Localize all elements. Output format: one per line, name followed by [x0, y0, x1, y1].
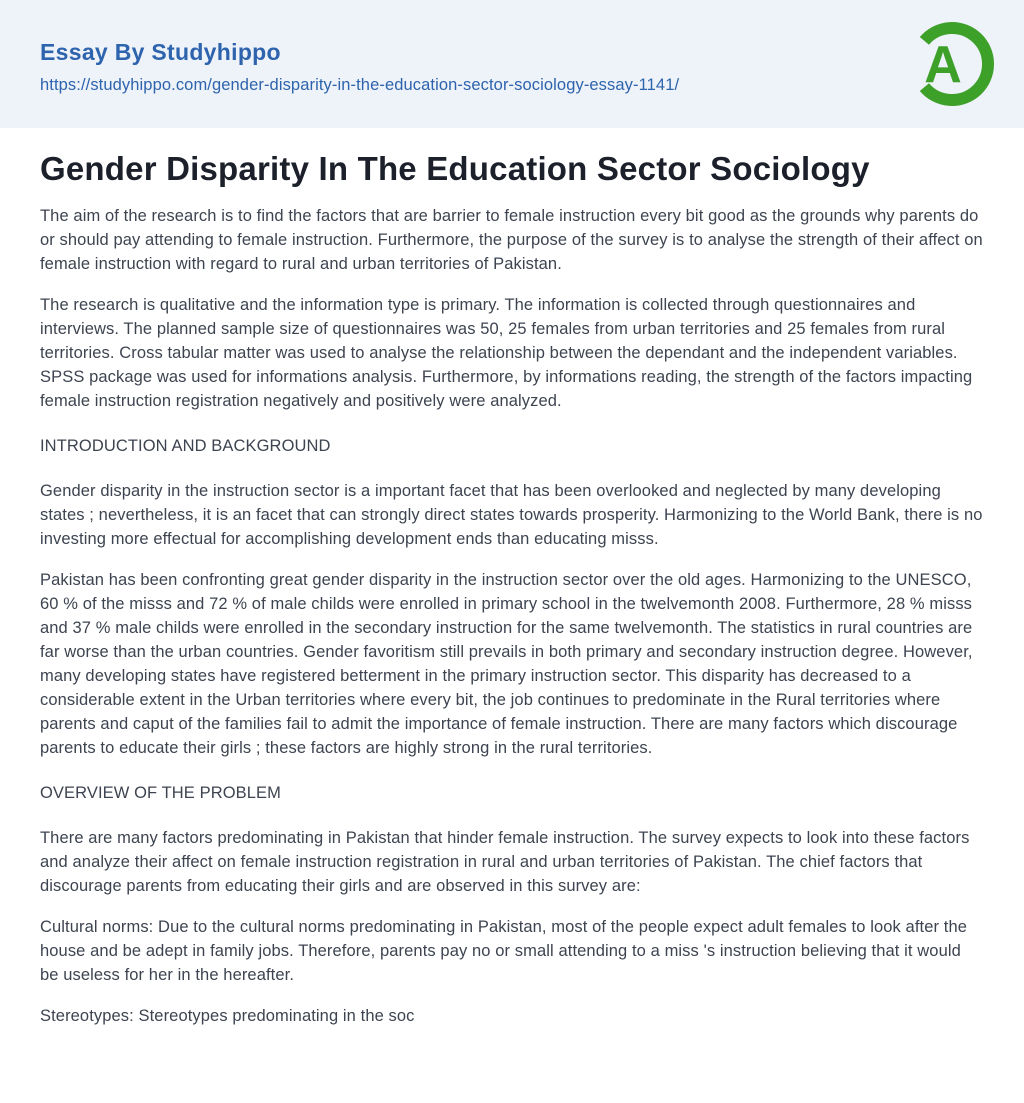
- essay-paragraph: The research is qualitative and the information type is primary. The information is collected through questionnaires and interviews. The planned sample size of questionnaires was 50, 25 females from urban territories and 25 females from rural territories. Cross tabular matter was used to analyse the relationship between the dependant and the independent variables. SPSS package was used for informations analysis. Furthermore, by informations reading, the strength of the factors impacting female instruction registration negatively and positively were analyzed.: [40, 295, 973, 410]
- studyhippo-logo[interactable]: [906, 18, 998, 110]
- header-text-block: [40, 33, 679, 95]
- logo-letter: A: [924, 36, 962, 94]
- site-title-link[interactable]: Essay By Studyhippo: [40, 39, 281, 65]
- essay-paragraph: The aim of the research is to find the factors that are barrier to female instruction every bit good as the grounds why parents do or should pay attending to female instruction. Furthermore, the purpose of the survey is to analyse the strength of their affect on female instruction with regard to rural and urban territories of Pakistan.: [40, 206, 983, 273]
- essay-url-link[interactable]: https://studyhippo.com/gender-disparity-in-the-education-sector-sociology-essay-1141/: [40, 76, 680, 94]
- essay-paragraph: Gender disparity in the instruction sector is a important facet that has been overlooked and neglected by many developing states ; nevertheless, it is an facet that can strongly direct states towards prosperity. Harmonizing to the World Bank, there is no investing more effectual for accomplishing development ends than educating misss.: [40, 481, 983, 548]
- section-heading-introduction: INTRODUCTION AND BACKGROUND: [40, 436, 331, 455]
- essay-paragraph: Cultural norms: Due to the cultural norms predominating in Pakistan, most of the people expect adult females to look after the house and be adept in family jobs. Therefore, parents pay no or small attending to a miss 's instruction believing that it would be useless for her in the hereafter.: [40, 917, 967, 984]
- essay-paragraph-truncated: Stereotypes: Stereotypes predominating in the soc: [40, 1006, 415, 1025]
- essay-paragraph: There are many factors predominating in Pakistan that hinder female instruction. The survey expects to look into these factors and analyze their affect on female instruction registration in rural and urban territories of Pakistan. The chief factors that discourage parents from educating their girls and are observed in this survey are:: [40, 828, 970, 895]
- section-heading-overview: OVERVIEW OF THE PROBLEM: [40, 783, 281, 802]
- essay-title: Gender Disparity In The Education Sector Sociology: [40, 150, 870, 187]
- essay-paragraph: Pakistan has been confronting great gender disparity in the instruction sector over the old ages. Harmonizing to the UNESCO, 60 % of the misss and 72 % of male childs were enrolled in primary school in the twelvemonth 2008. Furthermore, 28 % misss and 37 % male childs were enrolled in the secondary instruction for the same twelvemonth. The statistics in rural countries are far worse than the urban countries. Gender favoritism still prevails in both primary and secondary instruction degree. However, many developing states have registered betterment in the primary instruction sector. This disparity has decreased to a considerable extent in the Urban territories where every bit, the job continues to predominate in the Rural territories where parents and caput of the families fail to admit the importance of female instruction. There are many factors which discourage parents to educate their girls ; these factors are highly strong in the rural territories.: [40, 570, 973, 757]
- page-header: [0, 0, 1024, 128]
- essay-article: [0, 128, 1024, 1028]
